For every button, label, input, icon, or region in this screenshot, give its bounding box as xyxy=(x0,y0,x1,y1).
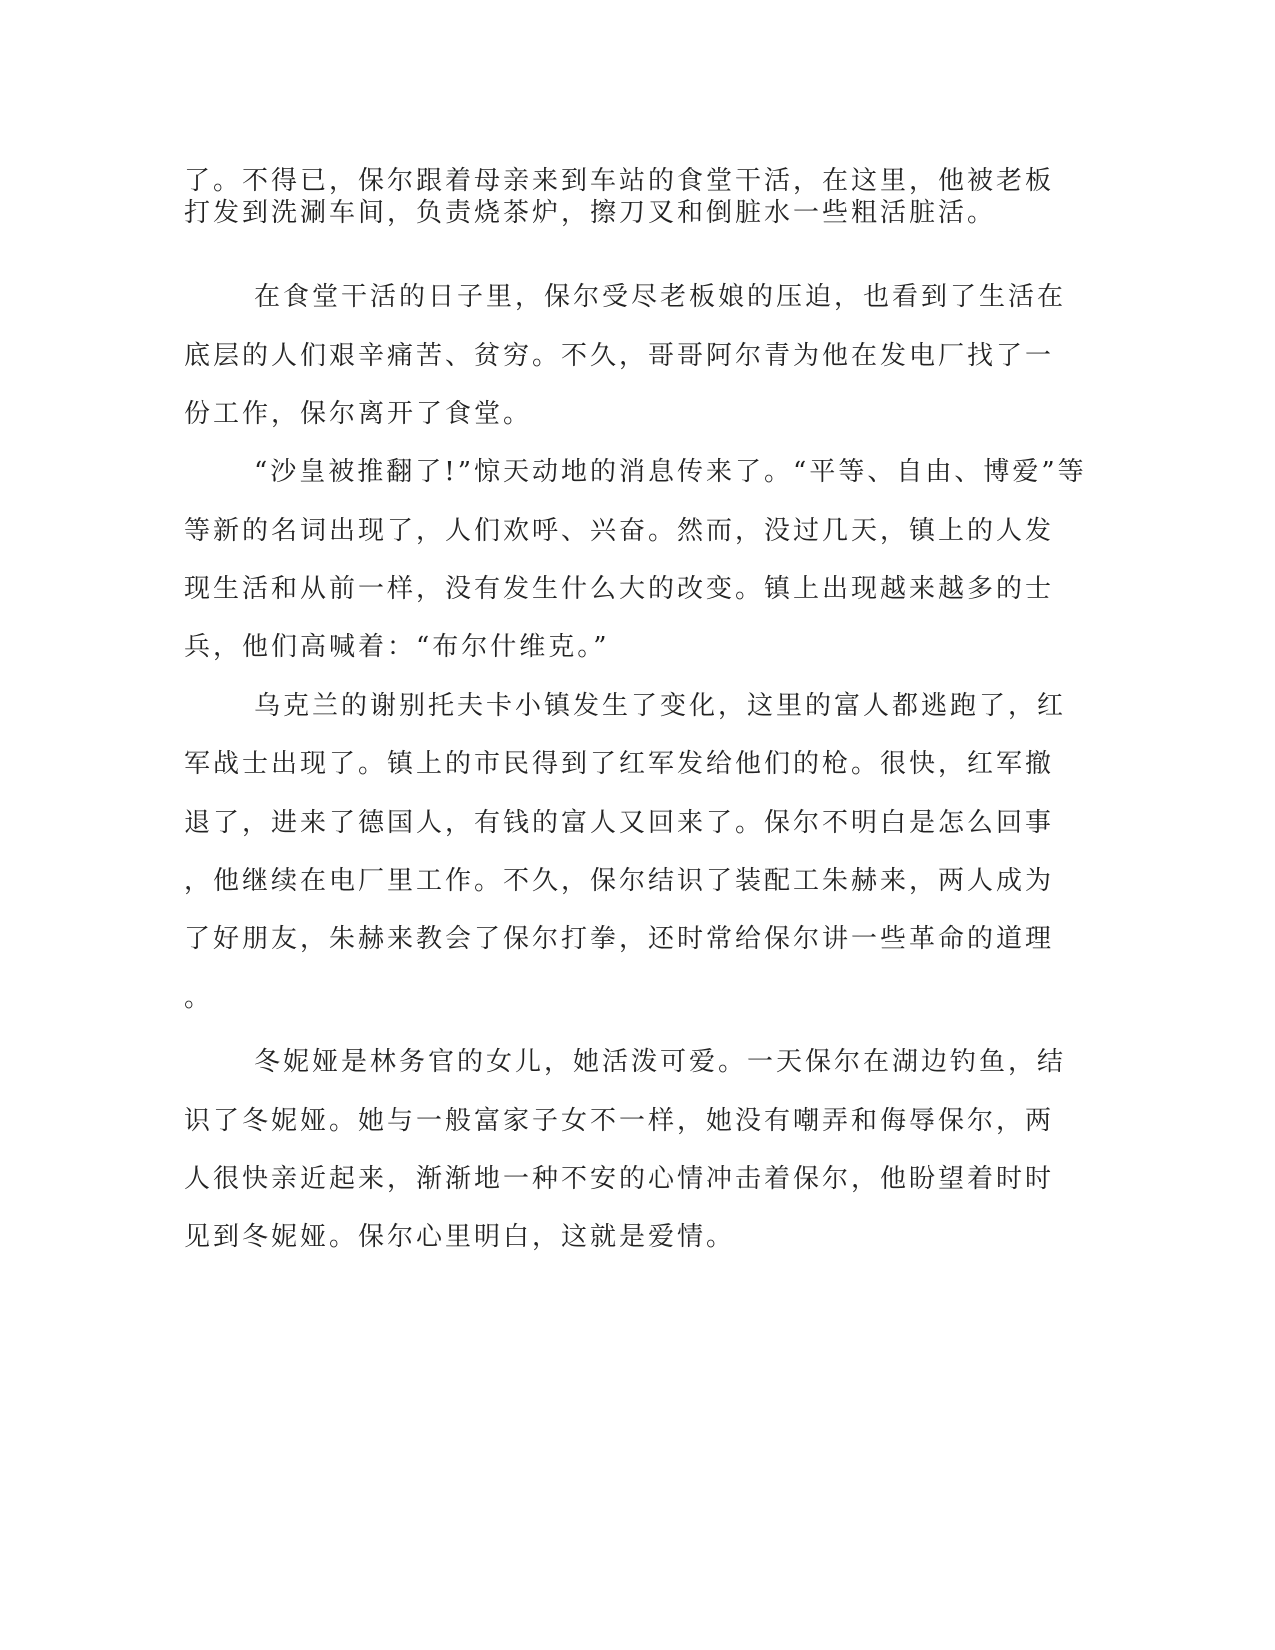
text-line: 了好朋友，朱赫来教会了保尔打拳，还时常给保尔讲一些革命的道理 xyxy=(184,924,1055,954)
text-line: 兵，他们高喊着：“布尔什维克。” xyxy=(184,632,610,662)
text-line: 识了冬妮娅。她与一般富家子女不一样，她没有嘲弄和侮辱保尔，两 xyxy=(184,1106,1055,1136)
paragraph-start-line: 冬妮娅是林务官的女儿，她活泼可爱。一天保尔在湖边钓鱼，结 xyxy=(254,1047,1067,1077)
text-line: 打发到洗涮车间，负责烧茶炉，擦刀叉和倒脏水一些粗活脏活。 xyxy=(184,198,997,228)
paragraph-start-line: 在食堂干活的日子里，保尔受尽老板娘的压迫，也看到了生活在 xyxy=(254,282,1067,312)
text-line: 军战士出现了。镇上的市民得到了红军发给他们的枪。很快，红军撤 xyxy=(184,749,1055,779)
text-line: 见到冬妮娅。保尔心里明白，这就是爱情。 xyxy=(184,1222,736,1252)
text-line: 退了，进来了德国人，有钱的富人又回来了。保尔不明白是怎么回事 xyxy=(184,808,1055,838)
text-line: 底层的人们艰辛痛苦、贫穷。不久，哥哥阿尔青为他在发电厂找了一 xyxy=(184,341,1055,371)
text-line: 了。不得已，保尔跟着母亲来到车站的食堂干活，在这里，他被老板 xyxy=(184,166,1055,196)
paragraph-start-line: 乌克兰的谢别托夫卡小镇发生了变化，这里的富人都逃跑了，红 xyxy=(254,691,1067,721)
text-line: 份工作，保尔离开了食堂。 xyxy=(184,399,533,429)
text-line: 等新的名词出现了，人们欢呼、兴奋。然而，没过几天，镇上的人发 xyxy=(184,516,1055,546)
paragraph-start-line: “沙皇被推翻了!”惊天动地的消息传来了。“平等、自由、博爱”等 xyxy=(254,457,1087,487)
text-line: 人很快亲近起来，渐渐地一种不安的心情冲击着保尔，他盼望着时时 xyxy=(184,1164,1055,1194)
text-line: 。 xyxy=(184,983,214,1013)
text-line: ，他继续在电厂里工作。不久，保尔结识了装配工朱赫来，两人成为 xyxy=(184,866,1055,896)
text-line: 现生活和从前一样，没有发生什么大的改变。镇上出现越来越多的士 xyxy=(184,574,1055,604)
